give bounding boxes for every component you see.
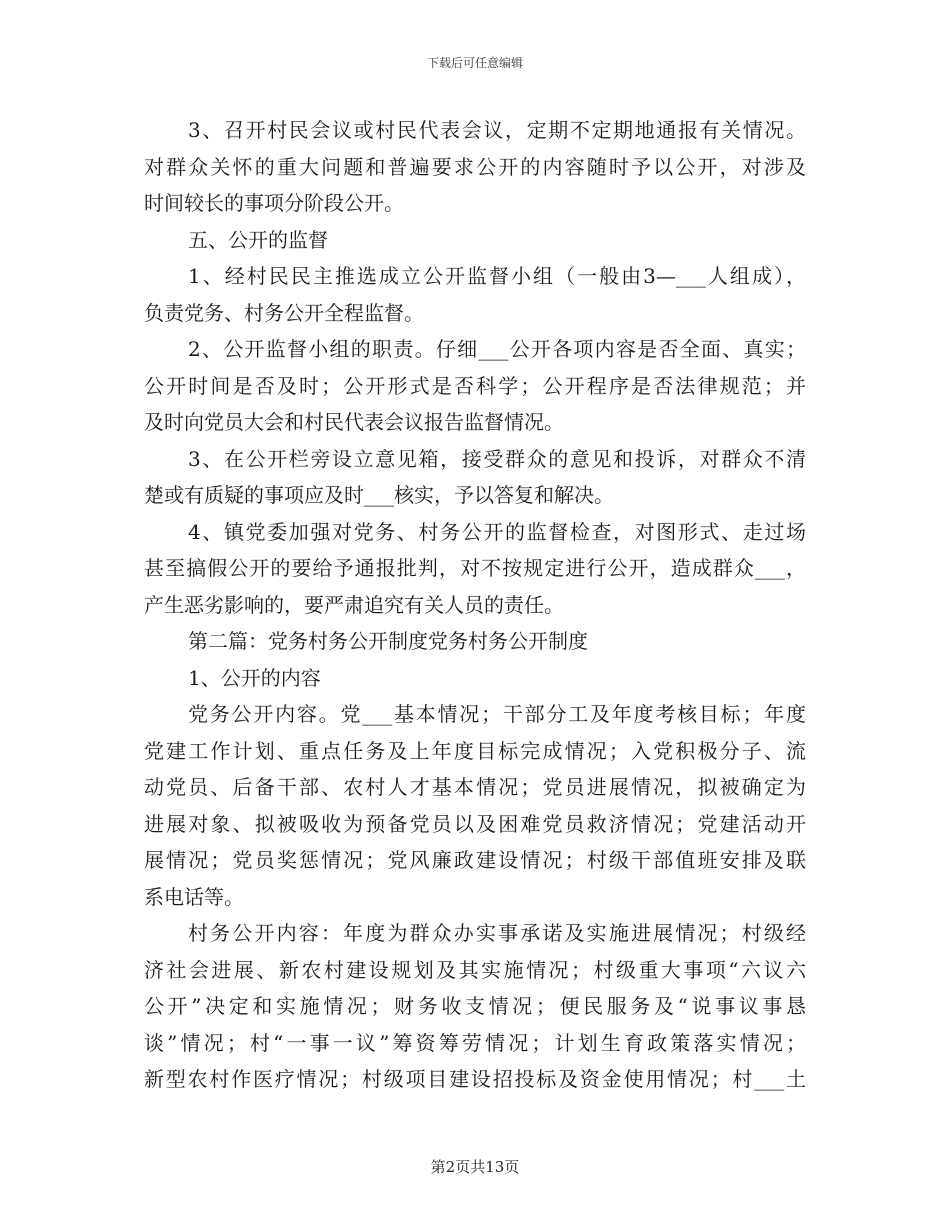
text-line: 济社会进展、新农村建设规划及其实施情况；村级重大事项“六议六	[144, 957, 806, 982]
text-line: 负责党务、村务公开全程监督。	[144, 300, 424, 325]
text-line: 村务公开内容：年度为群众办实事承诺及实施进展情况；村级经	[188, 921, 806, 945]
text-line: 楚或有质疑的事项应及时___核实，予以答复和解决。	[144, 483, 614, 507]
text-line: 1、公开的内容	[188, 665, 321, 690]
text-line: 对群众关怀的重大问题和普遍要求公开的内容随时予以公开，对涉及	[144, 154, 806, 179]
text-line: 党建工作计划、重点任务及上年度目标完成情况；入党积极分子、流	[144, 738, 806, 763]
text-line: 甚至搞假公开的要给予通报批判，对不按规定进行公开，造成群众___，	[144, 556, 806, 580]
text-line: 系电话等。	[144, 884, 244, 909]
page-number: 第2页共13页	[430, 1158, 520, 1176]
text-line: 2、公开监督小组的职责。仔细___公开各项内容是否全面、真实；	[188, 337, 806, 361]
text-line: 动党员、后备干部、农村人才基本情况；党员进展情况，拟被确定为	[144, 775, 806, 799]
text-line: 时间较长的事项分阶段公开。	[144, 191, 404, 215]
text-line: 进展对象、拟被吸收为预备党员以及困难党员救济情况；党建活动开	[144, 811, 806, 836]
text-line: 谈”情况；村“一事一议”筹资筹劳情况；计划生育政策落实情况；	[144, 1030, 806, 1055]
text-line: 3、召开村民会议或村民代表会议，定期不定期地通报有关情况。	[188, 118, 806, 142]
document-body	[144, 112, 806, 1098]
text-line: 4、镇党委加强对党务、村务公开的监督检查，对图形式、走过场	[188, 519, 806, 544]
text-line: 产生恶劣影响的，要严肃追究有关人员的责任。	[144, 592, 564, 617]
text-line: 新型农村作医疗情况；村级项目建设招投标及资金使用情况；村___土	[144, 1067, 806, 1091]
text-line: 第二篇：党务村务公开制度党务村务公开制度	[188, 629, 588, 653]
text-line: 1、经村民民主推选成立公开监督小组（一般由3—___人组成），	[188, 264, 806, 288]
page-header-note: 下载后可任意编辑	[426, 56, 523, 70]
text-line: 公开”决定和实施情况；财务收支情况；便民服务及“说事议事恳	[144, 994, 806, 1018]
text-line: 党务公开内容。党___基本情况；干部分工及年度考核目标；年度	[188, 702, 806, 726]
text-line: 公开时间是否及时；公开形式是否科学；公开程序是否法律规范；并	[144, 373, 806, 398]
text-line: 五、公开的监督	[188, 227, 328, 252]
text-line: 展情况；党员奖惩情况；党风廉政建设情况；村级干部值班安排及联	[144, 848, 806, 872]
text-line: 及时向党员大会和村民代表会议报告监督情况。	[144, 410, 564, 434]
text-line: 3、在公开栏旁设立意见箱，接受群众的意见和投诉，对群众不清	[188, 446, 806, 471]
